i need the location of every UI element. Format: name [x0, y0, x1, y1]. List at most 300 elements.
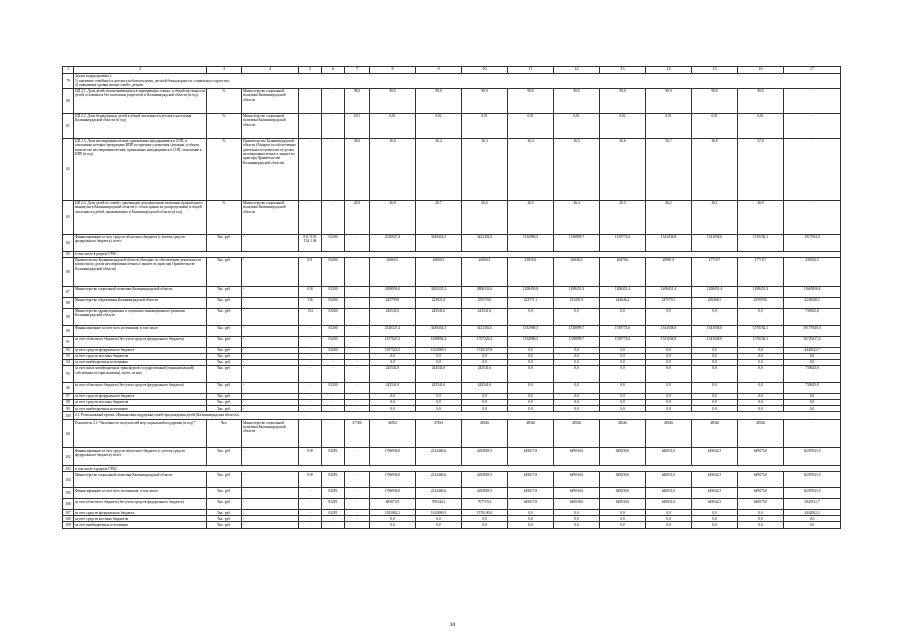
- row-number-cell: 96: [63, 382, 74, 393]
- value-cell: 1208451,4: [738, 286, 784, 297]
- value-cell: -: [345, 472, 370, 488]
- value-cell: -: [345, 382, 370, 393]
- description-cell: за счет внебюджетных источников: [74, 522, 207, 528]
- value-cell: -: [345, 325, 370, 336]
- description-cell: Министерство образования Калининградской области: [74, 297, 207, 308]
- value-cell: 1786936,0: [370, 448, 416, 466]
- value-cell: 0,01: [554, 113, 600, 138]
- row-number-cell: 108: [63, 516, 74, 522]
- value-cell: 2283859,3: [462, 488, 508, 499]
- value-cell: 0,0: [600, 353, 646, 359]
- value-cell: -: [345, 488, 370, 499]
- responsible-cell: -: [242, 472, 299, 488]
- value-cell: 2498956,0: [370, 286, 416, 297]
- value-cell: 48346: [600, 420, 646, 448]
- value-cell: 4442002,2: [784, 510, 841, 516]
- value-cell: 649030,0: [600, 499, 646, 510]
- value-cell: 649030,0: [600, 488, 646, 499]
- row-number-cell: 87: [63, 286, 74, 297]
- value-cell: 0,0: [738, 400, 784, 406]
- value-cell: 0,0: [600, 359, 646, 365]
- value-cell: 48346: [508, 420, 554, 448]
- value-cell: 0,0: [692, 359, 738, 365]
- value-cell: 0,0: [508, 365, 554, 382]
- value-cell: 136: [299, 297, 322, 308]
- row-number-cell: 101: [63, 420, 74, 448]
- value-cell: 1107524,5: [370, 347, 416, 353]
- value-cell: 37,0: [738, 138, 784, 200]
- value-cell: 36,7: [646, 138, 692, 200]
- value-cell: 3449454,5: [416, 234, 462, 251]
- value-cell: -: [322, 200, 345, 234]
- value-cell: 0,0: [508, 347, 554, 353]
- column-number-cell: 9: [416, 67, 462, 74]
- responsible-cell: Министерство социальной политики Калининградской области: [242, 420, 299, 448]
- row-number-cell: 80: [63, 88, 74, 113]
- value-cell: 1208451,4: [692, 286, 738, 297]
- value-cell: 98,0: [462, 88, 508, 113]
- section-heading-cell: в том числе в разрезе ГРБС:: [74, 251, 841, 257]
- value-cell: 1786936,0: [370, 488, 416, 499]
- value-cell: 26,0: [738, 200, 784, 234]
- responsible-cell: Министерство социальной политики Калининградской области: [242, 88, 299, 113]
- value-cell: 649030,0: [554, 499, 600, 510]
- value-cell: -: [345, 510, 370, 516]
- value-cell: -: [322, 365, 345, 382]
- value-cell: 48346: [462, 420, 508, 448]
- value-cell: 0,0: [508, 393, 554, 399]
- row-number-cell: 92: [63, 347, 74, 353]
- value-cell: 649031,0: [646, 499, 692, 510]
- value-cell: 0,0: [646, 308, 692, 325]
- value-cell: -: [322, 420, 345, 448]
- value-cell: 1208451,4: [600, 286, 646, 297]
- value-cell: 730625,8: [784, 382, 841, 393]
- value-cell: 36,2: [416, 138, 462, 200]
- value-cell: 649031,0: [646, 448, 692, 466]
- value-cell: 98,0: [554, 88, 600, 113]
- value-cell: 1532980,5: [508, 234, 554, 251]
- value-cell: Тыс. руб.: [207, 353, 242, 359]
- value-cell: Тыс. руб.: [207, 499, 242, 510]
- value-cell: Тыс. руб.: [207, 234, 242, 251]
- value-cell: 0,0: [646, 353, 692, 359]
- value-cell: 0,0: [370, 393, 416, 399]
- value-cell: 0,01: [508, 113, 554, 138]
- row-number-cell: 93: [63, 353, 74, 359]
- value-cell: -: [299, 488, 322, 499]
- value-cell: -: [322, 359, 345, 365]
- value-cell: 26,2: [646, 200, 692, 234]
- row-number-cell: 81: [63, 113, 74, 138]
- value-cell: 649030,0: [600, 472, 646, 488]
- value-cell: -: [345, 308, 370, 325]
- row-number-cell: 99: [63, 406, 74, 412]
- value-cell: 649030,0: [554, 488, 600, 499]
- value-cell: 03200: [322, 286, 345, 297]
- value-cell: -: [784, 138, 841, 200]
- value-cell: 649030,0: [554, 472, 600, 488]
- value-cell: 0,0: [692, 353, 738, 359]
- description-cell: Финансирование за счет средств областного бюджета (с учетом средств федерального бюджета), всего: [74, 448, 207, 466]
- row-number-cell: 79: [63, 74, 74, 89]
- value-cell: Тыс. руб.: [207, 308, 242, 325]
- responsible-cell: -: [242, 325, 299, 336]
- row-number-cell: 105: [63, 488, 74, 499]
- value-cell: 16729417,4: [784, 336, 841, 347]
- value-cell: -: [299, 522, 322, 528]
- value-cell: 0,0: [370, 400, 416, 406]
- value-cell: -: [345, 406, 370, 412]
- value-cell: 0,0: [784, 393, 841, 399]
- row-number-cell: 100: [63, 412, 74, 420]
- value-cell: 707719,3: [462, 499, 508, 510]
- description-cell: Министерство социальной политики Калининградской области: [74, 472, 207, 488]
- value-cell: 253959,0: [738, 297, 784, 308]
- value-cell: 1570182,1: [738, 234, 784, 251]
- value-cell: 03200: [322, 234, 345, 251]
- value-cell: 0,01: [345, 113, 370, 138]
- responsible-cell: Министерство социальной политики Калининградской области: [242, 200, 299, 234]
- value-cell: Тыс. руб.: [207, 286, 242, 297]
- value-cell: 0,0: [784, 516, 841, 522]
- value-cell: 0,0: [600, 522, 646, 528]
- value-cell: 0,0: [370, 516, 416, 522]
- value-cell: 5845331,7: [784, 499, 841, 510]
- value-cell: 3449454,5: [416, 325, 462, 336]
- value-cell: 0,0: [646, 365, 692, 382]
- responsible-cell: -: [242, 353, 299, 359]
- value-cell: 0,01: [370, 113, 416, 138]
- value-cell: 0,0: [508, 400, 554, 406]
- value-cell: 0,0: [692, 516, 738, 522]
- value-cell: 244646,2: [600, 297, 646, 308]
- value-cell: 26046,3: [554, 257, 600, 286]
- responsible-cell: Правительство Калининградской области (Аппарат по обеспечению деятельности комиссии по делам несовершеннолетних и защите их прав при Правительстве Калининградской области): [242, 138, 299, 200]
- value-cell: %: [207, 113, 242, 138]
- row-number-cell: 86: [63, 257, 74, 286]
- description-cell: за счет внебюджетных источников: [74, 406, 207, 412]
- section-heading-cell: Задача подпрограммы 2 1) снижение семейного и детского неблагополучия, детской безнадзорности, социального сиротства; 2) повышение уровня жизни семей с детьми: [74, 74, 841, 89]
- value-cell: 0,0: [692, 365, 738, 382]
- column-number-cell: 8: [370, 67, 416, 74]
- column-number-cell: 12: [554, 67, 600, 74]
- description-cell: за счет средств местных бюджетов: [74, 353, 207, 359]
- value-cell: Тыс. руб.: [207, 393, 242, 399]
- section-heading-cell: в том числе в разрезе ГРБС:: [74, 466, 841, 472]
- value-cell: Тыс. руб.: [207, 347, 242, 353]
- value-cell: 2312460,6: [416, 472, 462, 488]
- value-cell: 0,0: [692, 347, 738, 353]
- row-number-cell: 91: [63, 336, 74, 347]
- row-number-cell: 104: [63, 472, 74, 488]
- value-cell: 0,0: [738, 510, 784, 516]
- value-cell: 10287633,9: [784, 448, 841, 466]
- value-cell: -: [345, 400, 370, 406]
- value-cell: 0,0: [508, 308, 554, 325]
- value-cell: 1541038,0: [692, 336, 738, 347]
- value-cell: 018: [299, 448, 322, 466]
- value-cell: 0,0: [554, 406, 600, 412]
- value-cell: 0,0: [370, 359, 416, 365]
- value-cell: -: [322, 393, 345, 399]
- value-cell: 1817025,3: [370, 336, 416, 347]
- description-cell: за счет внебюджетных источников: [74, 359, 207, 365]
- value-cell: 19173940,0: [784, 325, 841, 336]
- value-cell: -: [299, 325, 322, 336]
- value-cell: 47834: [416, 420, 462, 448]
- value-cell: 730625,8: [784, 308, 841, 325]
- column-number-cell: 7: [345, 67, 370, 74]
- value-cell: 255570,0: [462, 297, 508, 308]
- row-number-cell: 95: [63, 365, 74, 382]
- value-cell: 0,0: [600, 347, 646, 353]
- value-cell: 36,8: [692, 138, 738, 200]
- row-number-cell: 103: [63, 466, 74, 472]
- value-cell: -: [299, 88, 322, 113]
- table-header-row: [63, 67, 841, 74]
- value-cell: 36,6: [600, 138, 646, 200]
- row-number-cell: 109: [63, 522, 74, 528]
- value-cell: 98,0: [600, 88, 646, 113]
- value-cell: Тыс. руб.: [207, 365, 242, 382]
- value-cell: -: [299, 336, 322, 347]
- value-cell: 98,0: [692, 88, 738, 113]
- value-cell: 4444522,7: [784, 347, 841, 353]
- value-cell: Тыс. руб.: [207, 510, 242, 516]
- value-cell: 03200: [322, 325, 345, 336]
- value-cell: -: [345, 286, 370, 297]
- table-row: [63, 234, 841, 251]
- value-cell: 98,0: [416, 88, 462, 113]
- value-cell: 0,0: [600, 510, 646, 516]
- value-cell: 11665936,8: [784, 286, 841, 297]
- value-cell: 1541038,8: [646, 234, 692, 251]
- value-cell: 0,0: [738, 347, 784, 353]
- description-cell: за счет средств местных бюджетов: [74, 516, 207, 522]
- value-cell: 0,0: [462, 359, 508, 365]
- table-row: [63, 257, 841, 286]
- value-cell: -: [345, 257, 370, 286]
- value-cell: 0,0: [738, 359, 784, 365]
- value-cell: -: [345, 347, 370, 353]
- row-number-cell: 83: [63, 200, 74, 234]
- value-cell: 48346: [738, 420, 784, 448]
- value-cell: 0,0: [600, 365, 646, 382]
- value-cell: 0,0: [784, 406, 841, 412]
- value-cell: 03200: [322, 297, 345, 308]
- description-cell: за счет средств федерального бюджета: [74, 393, 207, 399]
- value-cell: 46502: [370, 420, 416, 448]
- value-cell: 26470,6: [600, 257, 646, 286]
- value-cell: 98,0: [345, 88, 370, 113]
- description-cell: ЦП 2.3. Доля несовершеннолетних, признанных находящимися в СОП, в отношении которых прекращена ИПР по причине улучшения ситуации, в общем количестве несовершеннолетних, признанных находящимися в СОП, отношение к ИПР (в год): [74, 138, 207, 200]
- value-cell: 1541038,0: [692, 325, 738, 336]
- value-cell: -: [345, 522, 370, 528]
- value-cell: 011: [299, 257, 322, 286]
- row-number-cell: 82: [63, 138, 74, 200]
- value-cell: 0,0: [370, 406, 416, 412]
- value-cell: 0,0: [738, 308, 784, 325]
- column-number-cell: 13: [600, 67, 646, 74]
- value-cell: 2520927,4: [370, 234, 416, 251]
- value-cell: 26,5: [508, 200, 554, 234]
- value-cell: -: [345, 448, 370, 466]
- responsible-cell: -: [242, 286, 299, 297]
- column-number-cell: 3: [207, 67, 242, 74]
- value-cell: 3421302,0: [462, 325, 508, 336]
- table-row: [63, 200, 841, 234]
- value-cell: -: [299, 406, 322, 412]
- table-row: [63, 308, 841, 325]
- value-cell: 649042,5: [692, 488, 738, 499]
- value-cell: 0,01: [462, 113, 508, 138]
- row-number-cell: 85: [63, 251, 74, 257]
- value-cell: 1541038,8: [646, 325, 692, 336]
- row-number-cell: 84: [63, 234, 74, 251]
- description-cell: за счет областного бюджета (без учета средств федерального бюджета): [74, 336, 207, 347]
- responsible-cell: -: [242, 499, 299, 510]
- value-cell: 649042,5: [692, 472, 738, 488]
- value-cell: -: [322, 406, 345, 412]
- value-cell: 0,0: [462, 393, 508, 399]
- value-cell: 03200: [322, 308, 345, 325]
- row-number-cell: 102: [63, 448, 74, 466]
- value-cell: Тыс. руб.: [207, 516, 242, 522]
- value-cell: Тыс. руб.: [207, 522, 242, 528]
- value-cell: -: [299, 510, 322, 516]
- table-row: [63, 365, 841, 382]
- value-cell: 0,0: [554, 382, 600, 393]
- value-cell: Тыс. руб.: [207, 488, 242, 499]
- value-cell: 0,01: [692, 113, 738, 138]
- value-cell: 032P1: [322, 499, 345, 510]
- column-number-cell: 5: [299, 67, 322, 74]
- row-number-cell: 89: [63, 308, 74, 325]
- value-cell: 2236548,5: [784, 297, 841, 308]
- value-cell: 0,0: [462, 516, 508, 522]
- value-cell: 0,0: [692, 406, 738, 412]
- value-cell: -: [345, 353, 370, 359]
- value-cell: 0,0: [600, 400, 646, 406]
- value-cell: 018: [299, 286, 322, 297]
- value-cell: 26,8: [370, 200, 416, 234]
- description-cell: Министерство здравоохранения и социально-инновационного развития Калининградской области: [74, 308, 207, 325]
- value-cell: -: [784, 200, 841, 234]
- value-cell: 0,0: [738, 382, 784, 393]
- value-cell: -: [784, 420, 841, 448]
- value-cell: 0,0: [784, 353, 841, 359]
- value-cell: -: [784, 113, 841, 138]
- value-cell: 0,0: [692, 400, 738, 406]
- value-cell: -: [322, 113, 345, 138]
- value-cell: 38,0: [345, 138, 370, 200]
- value-cell: 247579,1: [646, 297, 692, 308]
- column-number-cell: 6: [322, 67, 345, 74]
- value-cell: 0,0: [600, 406, 646, 412]
- value-cell: 223771,1: [508, 297, 554, 308]
- value-cell: -: [299, 516, 322, 522]
- value-cell: 2312460,6: [416, 488, 462, 499]
- table-row: [63, 286, 841, 297]
- value-cell: 03200: [322, 347, 345, 353]
- value-cell: 245799,8: [370, 297, 416, 308]
- value-cell: 0,01: [738, 113, 784, 138]
- value-cell: 0,0: [462, 522, 508, 528]
- value-cell: 0,0: [646, 516, 692, 522]
- value-cell: 26060,5: [462, 257, 508, 286]
- value-cell: 0,0: [692, 308, 738, 325]
- value-cell: Тыс. руб.: [207, 382, 242, 393]
- value-cell: 649075,0: [738, 488, 784, 499]
- value-cell: 243541,6: [416, 365, 462, 382]
- value-cell: 1570182,1: [738, 336, 784, 347]
- table-row: [63, 382, 841, 393]
- value-cell: 26,1: [692, 200, 738, 234]
- value-cell: 0,01: [600, 113, 646, 138]
- value-cell: Тыс. руб.: [207, 325, 242, 336]
- value-cell: 0,0: [508, 510, 554, 516]
- value-cell: -: [322, 138, 345, 200]
- value-cell: -: [345, 499, 370, 510]
- column-number-cell: 15: [692, 67, 738, 74]
- value-cell: 03200: [322, 336, 345, 347]
- table-row: [63, 325, 841, 336]
- responsible-cell: -: [242, 406, 299, 412]
- value-cell: 0,0: [370, 353, 416, 359]
- table-row: [63, 74, 841, 89]
- value-cell: %: [207, 200, 242, 234]
- value-cell: 243541,6: [462, 308, 508, 325]
- value-cell: 0,0: [784, 522, 841, 528]
- value-cell: 0,0: [692, 382, 738, 393]
- table-row: [63, 488, 841, 499]
- value-cell: 48346: [646, 420, 692, 448]
- value-cell: 649017,8: [508, 472, 554, 488]
- value-cell: -: [299, 353, 322, 359]
- value-cell: 1208451,4: [646, 286, 692, 297]
- description-cell: за счет средств федерального бюджета: [74, 347, 207, 353]
- responsible-cell: -: [242, 488, 299, 499]
- value-cell: 98,0: [508, 88, 554, 113]
- value-cell: 27719,7: [692, 257, 738, 286]
- value-cell: 1538899,7: [554, 234, 600, 251]
- value-cell: 0,0: [738, 522, 784, 528]
- value-cell: 0,0: [554, 353, 600, 359]
- value-cell: 0,0: [646, 406, 692, 412]
- responsible-cell: -: [242, 393, 299, 399]
- value-cell: 223821,0: [416, 297, 462, 308]
- section-heading-cell: 2.1. Региональный проект «Финансовая поддержка семей при рождении детей (Калининградская область)»: [74, 412, 841, 420]
- value-cell: 1786936,0: [370, 472, 416, 488]
- value-cell: 98,0: [738, 88, 784, 113]
- description-cell: ЦП 2.2. Доля безнадзорных детей в общей численности детского населения Калининградской области (в год): [74, 113, 207, 138]
- responsible-cell: -: [242, 400, 299, 406]
- value-cell: 649017,8: [508, 448, 554, 466]
- value-cell: 700344,3: [416, 499, 462, 510]
- responsible-cell: -: [242, 234, 299, 251]
- value-cell: -: [345, 393, 370, 399]
- value-cell: %: [207, 138, 242, 200]
- responsible-cell: -: [242, 365, 299, 382]
- value-cell: 0,0: [646, 393, 692, 399]
- value-cell: 0,0: [600, 382, 646, 393]
- value-cell: 243541,6: [462, 382, 508, 393]
- value-cell: -: [299, 393, 322, 399]
- table-row: [63, 522, 841, 528]
- value-cell: 1612069,5: [416, 510, 462, 516]
- value-cell: 47186: [345, 420, 370, 448]
